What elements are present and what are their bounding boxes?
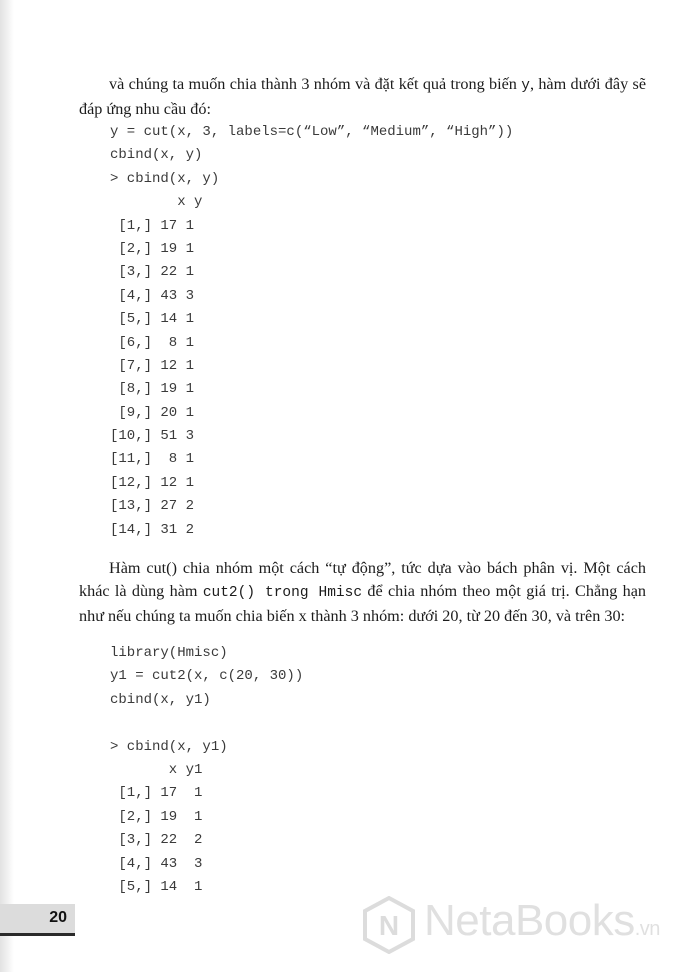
- code-line: > cbind(x, y): [110, 170, 220, 187]
- code-line: cbind(x, y1): [110, 691, 211, 708]
- paragraph-intro: và chúng ta muốn chia thành 3 nhóm và đặt kết quả trong biến y, hàm dưới đây sẽ đáp ứng nhu cầu đó:: [79, 75, 646, 118]
- code-line: [12,] 12 1: [110, 474, 195, 491]
- page-number: 20: [49, 909, 67, 926]
- code-line: x y1: [110, 761, 203, 778]
- code-line: x y: [110, 194, 203, 211]
- page-number-tab: [0, 904, 75, 936]
- inline-code-y: y: [521, 78, 530, 94]
- code-line: [5,] 14 1: [110, 311, 195, 328]
- watermark-suffix: .vn: [634, 918, 660, 940]
- book-spine-shadow: [0, 0, 14, 972]
- code-line: y = cut(x, 3, labels=c(“Low”, “Medium”, “High”)): [110, 124, 514, 140]
- code-line: > cbind(x, y1): [110, 738, 228, 755]
- code-line: [9,] 20 1: [110, 404, 195, 421]
- code-line: y1 = cut2(x, c(20, 30)): [110, 668, 304, 685]
- watermark-text: [424, 896, 660, 946]
- netabooks-logo-icon: [362, 896, 416, 954]
- code-line: [13,] 27 2: [110, 498, 195, 515]
- paragraph-cut2: Hàm cut() chia nhóm một cách “tự động”, tức dựa vào bách phân vị. Một cách khác là dùng hàm cut2() trong Hmisc để chia nhóm theo một giá trị. Chẳng hạn như nếu chúng ta muốn chia biến x thành 3 nhóm: dưới 20, từ 20 đến 30, và trên 30:: [79, 559, 647, 625]
- code-line: [1,] 17 1: [110, 785, 203, 802]
- publisher-watermark: [362, 890, 698, 962]
- code-line: [110, 712, 303, 735]
- code-line: [5,] 14 1: [110, 878, 203, 895]
- code-line: [2,] 19 1: [110, 808, 203, 825]
- code-line: [4,] 43 3: [110, 287, 195, 304]
- code-line: [4,] 43 3: [110, 855, 203, 872]
- code-line: [3,] 22 2: [110, 832, 203, 849]
- code-line: [3,] 22 1: [110, 264, 195, 281]
- code-line: [14,] 31 2: [110, 521, 195, 538]
- code-line: [7,] 12 1: [110, 357, 195, 374]
- code-line: [8,] 19 1: [110, 381, 195, 398]
- logo-letter: N: [378, 910, 400, 941]
- code-line: [1,] 17 1: [110, 217, 195, 234]
- code-block-cut: [110, 121, 513, 542]
- inline-code-cut2: cut2() trong Hmisc: [202, 585, 363, 601]
- code-line: library(Hmisc): [110, 645, 228, 661]
- code-line: [6,] 8 1: [110, 334, 195, 351]
- code-line: [10,] 51 3: [110, 428, 195, 445]
- code-line: cbind(x, y): [110, 147, 203, 164]
- code-line: [11,] 8 1: [110, 451, 195, 468]
- watermark-brand: NetaBooks: [424, 896, 635, 945]
- code-block-cut2: [110, 642, 303, 899]
- code-line: [2,] 19 1: [110, 240, 195, 257]
